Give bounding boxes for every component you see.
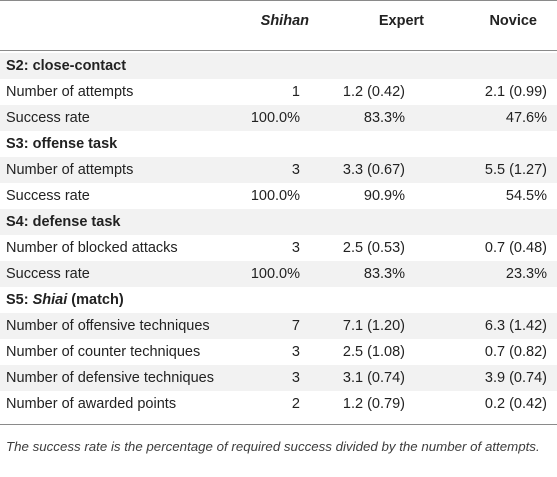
cell-expert: 83.3% bbox=[363, 266, 405, 282]
section-title-s5-suffix: (match) bbox=[67, 292, 124, 308]
header-shihan: Shihan bbox=[260, 13, 309, 29]
cell-shihan: 7 bbox=[291, 318, 300, 334]
cell-shihan: 2 bbox=[291, 396, 300, 412]
cell-expert: 83.3% bbox=[363, 110, 405, 126]
header-expert: Expert bbox=[378, 13, 424, 29]
row-label: Number of offensive techniques bbox=[6, 318, 210, 334]
cell-shihan: 1 bbox=[291, 84, 300, 100]
section-title-s2: S2: close-contact bbox=[6, 58, 127, 74]
section-title-s3: S3: offense task bbox=[6, 136, 118, 152]
row-label: Number of blocked attacks bbox=[6, 240, 178, 256]
table-row-s5-offensive bbox=[0, 313, 557, 339]
cell-novice: 47.6% bbox=[505, 110, 547, 126]
header-novice: Novice bbox=[489, 13, 537, 29]
cell-shihan: 100.0% bbox=[250, 188, 300, 204]
cell-expert: 90.9% bbox=[363, 188, 405, 204]
cell-expert: 7.1 (1.20) bbox=[342, 318, 405, 334]
table-footnote: The success rate is the percentage of required success divided by the number of attempts. bbox=[6, 439, 540, 454]
table-row-s3-attempts bbox=[0, 157, 557, 183]
cell-expert: 3.1 (0.74) bbox=[342, 370, 405, 386]
header-rule bbox=[0, 50, 557, 51]
section-row-s4 bbox=[0, 209, 557, 235]
cell-expert: 1.2 (0.79) bbox=[342, 396, 405, 412]
cell-expert: 3.3 (0.67) bbox=[342, 162, 405, 178]
table-row-s5-counter bbox=[0, 339, 557, 365]
table-row-s3-success bbox=[0, 183, 557, 209]
section-title-s5-italic: Shiai bbox=[32, 292, 68, 308]
row-label: Success rate bbox=[6, 266, 90, 282]
cell-expert: 1.2 (0.42) bbox=[342, 84, 405, 100]
table-row-s5-awarded bbox=[0, 391, 557, 417]
table-row-s4-success bbox=[0, 261, 557, 287]
row-label: Number of awarded points bbox=[6, 396, 177, 412]
row-label: Number of attempts bbox=[6, 162, 134, 178]
cell-novice: 0.2 (0.42) bbox=[484, 396, 547, 412]
section-row-s2 bbox=[0, 53, 557, 79]
cell-novice: 6.3 (1.42) bbox=[484, 318, 547, 334]
table-row-s2-success bbox=[0, 105, 557, 131]
section-row-s5 bbox=[0, 287, 557, 313]
section-title-s5 bbox=[6, 287, 124, 313]
cell-shihan: 3 bbox=[291, 370, 300, 386]
section-title-s5-prefix: S5: bbox=[6, 292, 33, 308]
cell-expert: 2.5 (1.08) bbox=[342, 344, 405, 360]
table-row-s4-blocked bbox=[0, 235, 557, 261]
cell-novice: 54.5% bbox=[505, 188, 547, 204]
cell-novice: 0.7 (0.82) bbox=[484, 344, 547, 360]
row-label: Success rate bbox=[6, 188, 90, 204]
cell-novice: 23.3% bbox=[505, 266, 547, 282]
section-row-s3 bbox=[0, 131, 557, 157]
cell-shihan: 100.0% bbox=[250, 110, 300, 126]
cell-novice: 0.7 (0.48) bbox=[484, 240, 547, 256]
cell-expert: 2.5 (0.53) bbox=[342, 240, 405, 256]
table-top-rule bbox=[0, 0, 557, 1]
cell-novice: 5.5 (1.27) bbox=[484, 162, 547, 178]
section-title-s4: S4: defense task bbox=[6, 214, 121, 230]
row-label: Number of defensive techniques bbox=[6, 370, 214, 386]
cell-novice: 3.9 (0.74) bbox=[484, 370, 547, 386]
row-label: Number of counter techniques bbox=[6, 344, 201, 360]
cell-shihan: 3 bbox=[291, 162, 300, 178]
table-row-s2-attempts bbox=[0, 79, 557, 105]
row-label: Success rate bbox=[6, 110, 90, 126]
cell-shihan: 3 bbox=[291, 240, 300, 256]
cell-novice: 2.1 (0.99) bbox=[484, 84, 547, 100]
cell-shihan: 100.0% bbox=[250, 266, 300, 282]
table-bottom-rule bbox=[0, 424, 557, 425]
table-header-row bbox=[0, 8, 557, 34]
cell-shihan: 3 bbox=[291, 344, 300, 360]
row-label: Number of attempts bbox=[6, 84, 134, 100]
table-row-s5-defensive bbox=[0, 365, 557, 391]
